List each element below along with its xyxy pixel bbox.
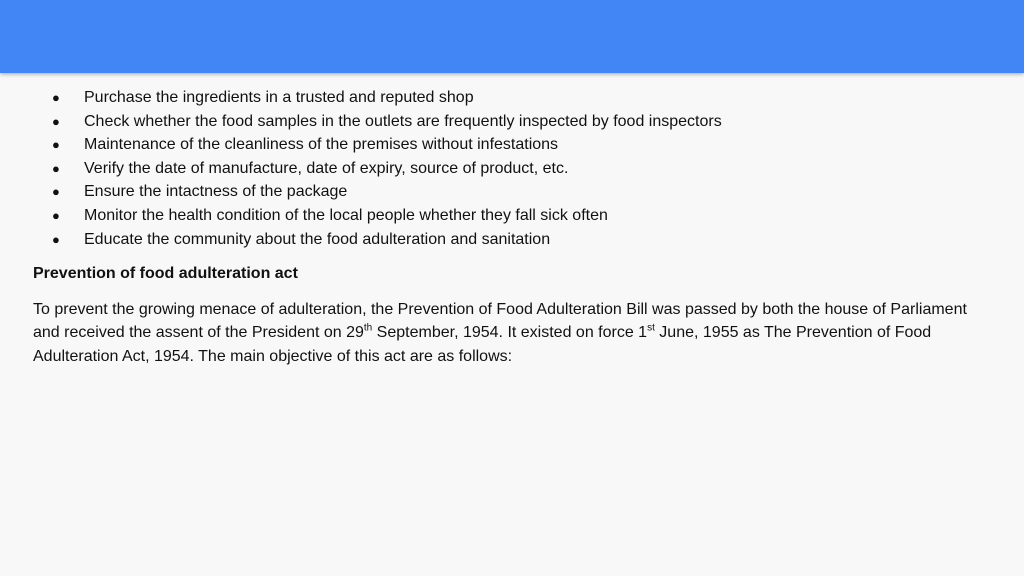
list-item <box>33 110 993 134</box>
paragraph-text: June, 1955 as The Prevention of Food Adulteration Act, 1954. The main objective of this act are as follows: <box>33 324 932 365</box>
bullet-icon: ● <box>52 113 60 129</box>
list-item <box>33 86 993 110</box>
bullet-icon: ● <box>52 137 60 153</box>
list-item-text: Educate the community about the food adulteration and sanitation <box>84 230 551 248</box>
paragraph-text: To prevent the growing menace of adulteration, the Prevention of Food Adulteration Bill was passed by both the house of Parliament and received the assent of the President on 29 <box>33 300 967 342</box>
list-item-text: Purchase the ingredients in a trusted and reputed shop <box>84 89 474 106</box>
bullet-icon: ● <box>52 184 60 200</box>
list-item-text: Check whether the food samples in the outlets are frequently inspected by food inspectors <box>84 112 722 130</box>
bullet-icon: ● <box>52 160 60 176</box>
list-item <box>33 157 993 181</box>
bullet-icon: ● <box>52 90 60 105</box>
ordinal-suffix: th <box>363 323 373 335</box>
bullet-icon: ● <box>52 207 60 223</box>
paragraph-text: September, 1954. It existed on force 1 <box>372 324 648 342</box>
section-heading: Prevention of food adulteration act <box>33 265 298 283</box>
header-bar <box>0 0 1024 73</box>
list-item <box>33 180 993 204</box>
bullet-icon: ● <box>52 231 60 247</box>
list-item <box>33 133 993 157</box>
slide-content <box>33 86 993 369</box>
list-item-text: Ensure the intactness of the package <box>84 183 348 201</box>
list-item <box>33 228 993 252</box>
list-item-text: Verify the date of manufacture, date of expiry, source of product, etc. <box>84 159 569 177</box>
body-paragraph <box>33 298 978 369</box>
bullet-list <box>33 86 993 251</box>
list-item <box>33 204 993 228</box>
list-item-text: Maintenance of the cleanliness of the premises without infestations <box>84 136 559 154</box>
ordinal-suffix: st <box>647 323 655 335</box>
list-item-text: Monitor the health condition of the local people whether they fall sick often <box>84 206 608 224</box>
